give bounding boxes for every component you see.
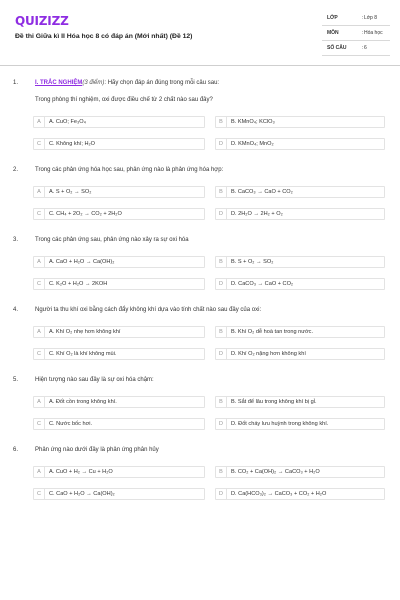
option-b[interactable] xyxy=(215,466,385,478)
option-text: A. Khí O₂ nhẹ hơn không khí xyxy=(49,329,121,335)
option-letter: A xyxy=(34,467,45,477)
option-text: B. CO₂ + Ca(OH)₂ → CaCO₃ + H₂O xyxy=(231,469,320,475)
option-letter: B xyxy=(216,117,227,127)
page-title: Đề thi Giữa kì II Hóa học 8 có đáp án (Mới nhất) (Đề 12) xyxy=(15,33,193,40)
quizizz-logo: QUIZIZZ xyxy=(15,14,69,28)
option-a[interactable] xyxy=(33,256,205,268)
header-divider xyxy=(0,65,400,66)
option-text: B. S + O₂ → SO₂ xyxy=(231,259,274,265)
option-text: B. CaCO₃ → CaO + CO₂ xyxy=(231,189,293,195)
option-b[interactable] xyxy=(215,186,385,198)
option-d[interactable] xyxy=(215,208,385,220)
question-text: Phản ứng nào dưới đây là phản ứng phân hủy xyxy=(35,447,159,453)
question-number: 6. xyxy=(13,447,19,453)
option-text: D. KMnO₄; MnO₂ xyxy=(231,141,274,147)
meta-subject-value: Hóa học xyxy=(364,30,383,36)
option-a[interactable] xyxy=(33,396,205,408)
option-b[interactable] xyxy=(215,326,385,338)
option-letter: C xyxy=(34,209,45,219)
question-text: Trong phòng thí nghiệm, oxi được điều chế từ 2 chất nào sau đây? xyxy=(35,97,213,103)
meta-divider xyxy=(322,25,390,26)
option-text: C. CaO + H₂O → Ca(OH)₂ xyxy=(49,491,115,497)
option-letter: B xyxy=(216,327,227,337)
section-title: I. TRẮC NGHIỆM xyxy=(35,80,83,86)
option-text: A. CuO; Fe₃O₄ xyxy=(49,119,86,125)
option-d[interactable] xyxy=(215,138,385,150)
question-text: Người ta thu khí oxi bằng cách đẩy không khí dựa vào tính chất nào sau đây của oxi: xyxy=(35,307,262,313)
question-number: 3. xyxy=(13,237,19,243)
option-text: D. Đốt cháy lưu huỳnh trong không khí. xyxy=(231,421,329,427)
option-c[interactable] xyxy=(33,348,205,360)
question-text: Trong các phản ứng hóa học sau, phản ứng nào là phản ứng hóa hợp: xyxy=(35,167,224,173)
option-text: C. K₂O + H₂O → 2KOH xyxy=(49,281,108,287)
option-text: C. CH₄ + 2O₂ → CO₂ + 2H₂O xyxy=(49,211,122,217)
option-letter: A xyxy=(34,327,45,337)
option-letter: C xyxy=(34,139,45,149)
option-letter: B xyxy=(216,187,227,197)
meta-colon: : xyxy=(362,30,364,36)
meta-class-label: LỚP xyxy=(327,15,338,21)
meta-count-label: SỐ CÂU xyxy=(327,45,347,51)
option-letter: A xyxy=(34,117,45,127)
option-d[interactable] xyxy=(215,278,385,290)
option-letter: C xyxy=(34,349,45,359)
option-d[interactable] xyxy=(215,418,385,430)
option-c[interactable] xyxy=(33,418,205,430)
option-text: D. 2H₂O → 2H₂ + O₂ xyxy=(231,211,283,217)
option-c[interactable] xyxy=(33,138,205,150)
option-letter: D xyxy=(216,139,227,149)
option-a[interactable] xyxy=(33,326,205,338)
question-number: 4. xyxy=(13,307,19,313)
option-letter: D xyxy=(216,489,227,499)
option-text: B. Khí O₂ dễ hoà tan trong nước. xyxy=(231,329,314,335)
option-letter: B xyxy=(216,397,227,407)
option-c[interactable] xyxy=(33,488,205,500)
meta-colon: : xyxy=(362,45,364,51)
option-letter: D xyxy=(216,419,227,429)
option-letter: B xyxy=(216,467,227,477)
question-number: 1. xyxy=(13,80,19,86)
option-letter: B xyxy=(216,257,227,267)
meta-divider xyxy=(322,55,390,56)
option-letter: C xyxy=(34,489,45,499)
option-a[interactable] xyxy=(33,116,205,128)
option-text: B. Sắt để lâu trong không khí bị gỉ. xyxy=(231,399,317,405)
option-text: D. Ca(HCO₃)₂ → CaCO₃ + CO₂ + H₂O xyxy=(231,491,327,497)
option-text: C. Nước bốc hơi. xyxy=(49,421,93,427)
option-a[interactable] xyxy=(33,186,205,198)
option-c[interactable] xyxy=(33,278,205,290)
option-text: A. S + O₂ → SO₂ xyxy=(49,189,92,195)
option-letter: D xyxy=(216,349,227,359)
meta-subject-label: MÔN xyxy=(327,30,339,36)
option-letter: A xyxy=(34,397,45,407)
section-instruction: : Hãy chọn đáp án đúng trong mỗi câu sau: xyxy=(104,80,220,86)
option-text: A. CaO + H₂O → Ca(OH)₂ xyxy=(49,259,115,265)
question-text: Trong các phản ứng sau, phản ứng nào xảy ra sự oxi hóa xyxy=(35,237,189,243)
option-text: A. CuO + H₂ → Cu + H₂O xyxy=(49,469,113,475)
option-d[interactable] xyxy=(215,348,385,360)
option-letter: C xyxy=(34,279,45,289)
option-d[interactable] xyxy=(215,488,385,500)
option-a[interactable] xyxy=(33,466,205,478)
question-text: Hiện tượng nào sau đây là sự oxi hóa chậm: xyxy=(35,377,154,383)
option-letter: D xyxy=(216,279,227,289)
option-text: B. KMnO₄; KClO₃ xyxy=(231,119,275,125)
section-heading xyxy=(35,80,219,86)
option-text: C. Khí O₂ là khí không mùi. xyxy=(49,351,117,357)
option-letter: D xyxy=(216,209,227,219)
meta-class-value: Lớp 8 xyxy=(364,15,378,21)
question-number: 2. xyxy=(13,167,19,173)
option-b[interactable] xyxy=(215,256,385,268)
option-text: D. Khí O₂ nặng hơn không khí xyxy=(231,351,306,357)
option-letter: A xyxy=(34,257,45,267)
meta-count-value: 6 xyxy=(364,45,367,51)
option-c[interactable] xyxy=(33,208,205,220)
meta-colon: : xyxy=(362,15,364,21)
question-number: 5. xyxy=(13,377,19,383)
option-letter: A xyxy=(34,187,45,197)
option-text: D. CaCO₃ → CaO + CO₂ xyxy=(231,281,294,287)
option-b[interactable] xyxy=(215,116,385,128)
meta-divider xyxy=(322,40,390,41)
option-text: C. Không khí; H₂O xyxy=(49,141,96,147)
section-points: (3 điểm) xyxy=(82,80,105,86)
option-b[interactable] xyxy=(215,396,385,408)
option-letter: C xyxy=(34,419,45,429)
option-text: A. Đốt cồn trong không khí. xyxy=(49,399,117,405)
